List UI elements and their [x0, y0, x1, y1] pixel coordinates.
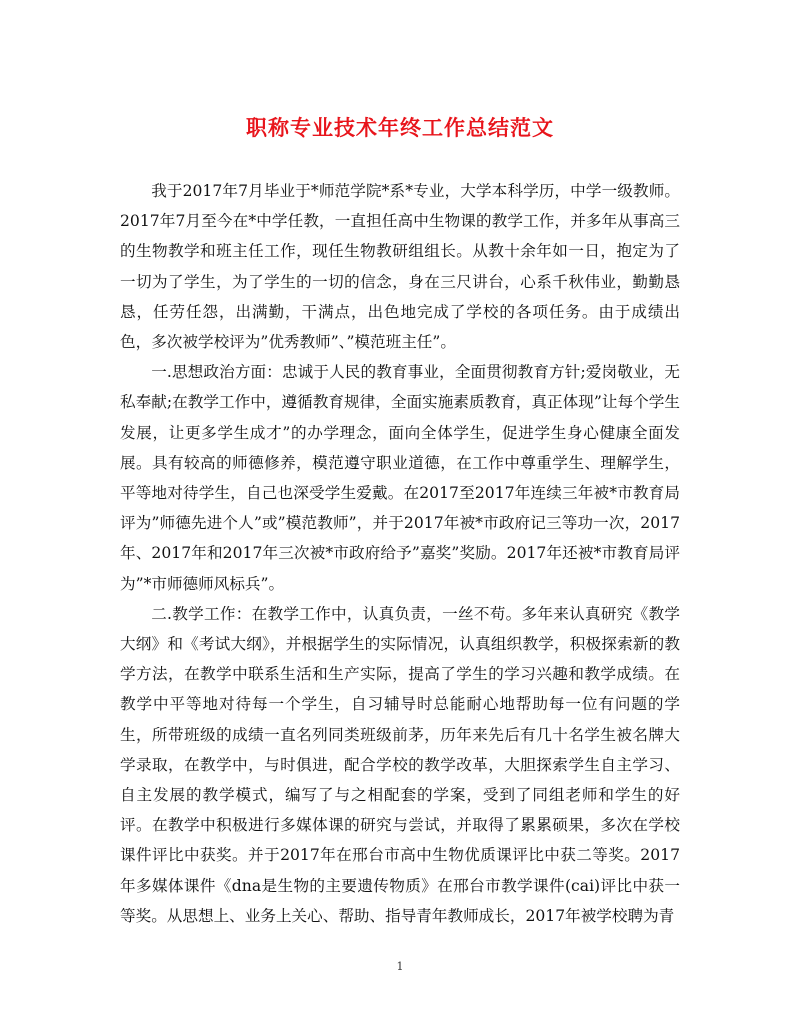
page-number: 1	[396, 960, 404, 973]
paragraph-political: 一.思想政治方面：忠诚于人民的教育事业，全面贯彻教育方针;爱岗敬业，无私奉献;在教学工作中，遵循教育规律，全面实施素质教育，真正体现”让每个学生发展，让更多学生成才”的办学理念，面向全体学生，促进学生身心健康全面发展。具有较高的师德修养，模范遵守职业道德，在工作中尊重学生、理解学生，平等地对待学生，自己也深受学生爱戴。在2017至2017年连续三年被*市教育局评为”师德先进个人”或”模范教师”，并于2017年被*市政府记三等功一次，2017年、2017年和2017年三次被*市政府给予”嘉奖”奖励。2017年还被*市教育局评为”*市师德师风标兵”。	[120, 363, 680, 593]
paragraph-teaching: 二.教学工作：在教学工作中，认真负责，一丝不苟。多年来认真研究《教学大纲》和《考试大纲》，并根据学生的实际情况，认真组织教学，积极探索新的教学方法，在教学中联系生活和生产实际，提高了学生的学习兴趣和教学成绩。在教学中平等地对待每一个学生，自习辅导时总能耐心地帮助每一位有问题的学生，所带班级的成绩一直名列同类班级前茅，历年来先后有几十名学生被名牌大学录取，在教学中，与时俱进，配合学校的教学改革，大胆探索学生自主学习、自主发展的教学模式，编写了与之相配套的学案，受到了同组老师和学生的好评。在教学中积极进行多媒体课的研究与尝试，并取得了累累硕果，多次在学校课件评比中获奖。并于2017年在邢台市高中生物优质课评比中获二等奖。2017年多媒体课件《dna是生物的主要遗传物质》在邢台市教学课件(cai)评比中获一等奖。从思想上、业务上关心、帮助、指导青年教师成长，2017年被学校聘为青	[120, 604, 680, 925]
document-title: 职称专业技术年终工作总结范文	[246, 115, 554, 140]
paragraph-intro: 我于2017年7月毕业于*师范学院*系*专业，大学本科学历，中学一级教师。2017年7月至今在*中学任教，一直担任高中生物课的教学工作，并多年从事高三的生物教学和班主任工作，现任生物教研组组长。从教十余年如一日，抱定为了一切为了学生，为了学生的一切的信念，身在三尺讲台，心系千秋伟业，勤勤恳恳，任劳任怨，出满勤，干满点，出色地完成了学校的各项任务。由于成绩出色，多次被学校评为”优秀教师”、”模范班主任”。	[120, 182, 680, 352]
document-body	[120, 176, 680, 931]
